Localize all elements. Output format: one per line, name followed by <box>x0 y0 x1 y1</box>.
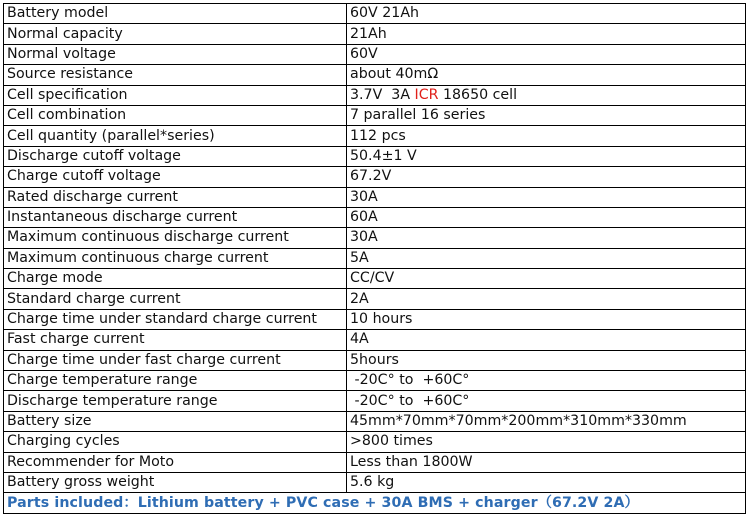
table-row <box>4 228 746 248</box>
spec-value: Less than 1800W <box>347 452 746 472</box>
table-row <box>4 126 746 146</box>
spec-label: Charge time under standard charge current <box>4 309 347 329</box>
parts-included-note: Parts included：Lithium battery + PVC case + 30A BMS + charger（67.2V 2A） <box>4 493 746 513</box>
battery-spec-table <box>3 3 746 514</box>
table-row <box>4 269 746 289</box>
spec-value: 60A <box>347 207 746 227</box>
table-row <box>4 105 746 125</box>
table-row <box>4 350 746 370</box>
spec-table-body <box>4 4 746 514</box>
table-row <box>4 24 746 44</box>
spec-label: Normal capacity <box>4 24 347 44</box>
value-prefix: 3.7V 3A <box>350 86 415 103</box>
spec-value: 67.2V <box>347 167 746 187</box>
footer-row <box>4 493 746 513</box>
spec-sheet <box>3 3 745 519</box>
spec-label: Cell quantity (parallel*series) <box>4 126 347 146</box>
spec-value: 112 pcs <box>347 126 746 146</box>
spec-label: Fast charge current <box>4 330 347 350</box>
spec-value: >800 times <box>347 432 746 452</box>
spec-label: Charge temperature range <box>4 371 347 391</box>
spec-label: Charging cycles <box>4 432 347 452</box>
table-row <box>4 289 746 309</box>
icr-highlight: ICR <box>414 86 439 103</box>
value-suffix: 18650 cell <box>438 86 518 103</box>
table-row <box>4 207 746 227</box>
spec-label: Battery gross weight <box>4 472 347 492</box>
table-row <box>4 187 746 207</box>
spec-label: Discharge temperature range <box>4 391 347 411</box>
spec-value: about 40mΩ <box>347 65 746 85</box>
spec-label: Battery model <box>4 4 347 24</box>
spec-value: 50.4±1 V <box>347 146 746 166</box>
spec-label: Standard charge current <box>4 289 347 309</box>
table-row <box>4 309 746 329</box>
spec-label: Rated discharge current <box>4 187 347 207</box>
table-row <box>4 472 746 492</box>
table-row <box>4 146 746 166</box>
spec-value: 4A <box>347 330 746 350</box>
spec-label: Charge mode <box>4 269 347 289</box>
table-row <box>4 4 746 24</box>
spec-value: 45mm*70mm*70mm*200mm*310mm*330mm <box>347 411 746 431</box>
table-row <box>4 391 746 411</box>
spec-value <box>347 85 746 105</box>
spec-value: CC/CV <box>347 269 746 289</box>
table-row <box>4 167 746 187</box>
spec-label: Charge time under fast charge current <box>4 350 347 370</box>
spec-label: Cell combination <box>4 105 347 125</box>
spec-label: Recommender for Moto <box>4 452 347 472</box>
spec-value: 60V 21Ah <box>347 4 746 24</box>
spec-label: Charge cutoff voltage <box>4 167 347 187</box>
table-row <box>4 411 746 431</box>
table-row <box>4 85 746 105</box>
spec-value: -20C° to +60C° <box>347 391 746 411</box>
table-row <box>4 248 746 268</box>
spec-value: 2A <box>347 289 746 309</box>
spec-value: 7 parallel 16 series <box>347 105 746 125</box>
spec-value: 30A <box>347 187 746 207</box>
table-row <box>4 371 746 391</box>
spec-value: 5hours <box>347 350 746 370</box>
spec-value: 60V <box>347 44 746 64</box>
table-row <box>4 432 746 452</box>
spec-value: 21Ah <box>347 24 746 44</box>
spec-value: -20C° to +60C° <box>347 371 746 391</box>
spec-label: Maximum continuous charge current <box>4 248 347 268</box>
spec-label: Battery size <box>4 411 347 431</box>
spec-value: 30A <box>347 228 746 248</box>
spec-value: 10 hours <box>347 309 746 329</box>
spec-label: Maximum continuous discharge current <box>4 228 347 248</box>
spec-value: 5A <box>347 248 746 268</box>
spec-label: Cell specification <box>4 85 347 105</box>
table-row <box>4 452 746 472</box>
spec-label: Instantaneous discharge current <box>4 207 347 227</box>
spec-label: Normal voltage <box>4 44 347 64</box>
spec-label: Source resistance <box>4 65 347 85</box>
spec-value: 5.6 kg <box>347 472 746 492</box>
table-row <box>4 330 746 350</box>
table-row <box>4 65 746 85</box>
spec-label: Discharge cutoff voltage <box>4 146 347 166</box>
table-row <box>4 44 746 64</box>
